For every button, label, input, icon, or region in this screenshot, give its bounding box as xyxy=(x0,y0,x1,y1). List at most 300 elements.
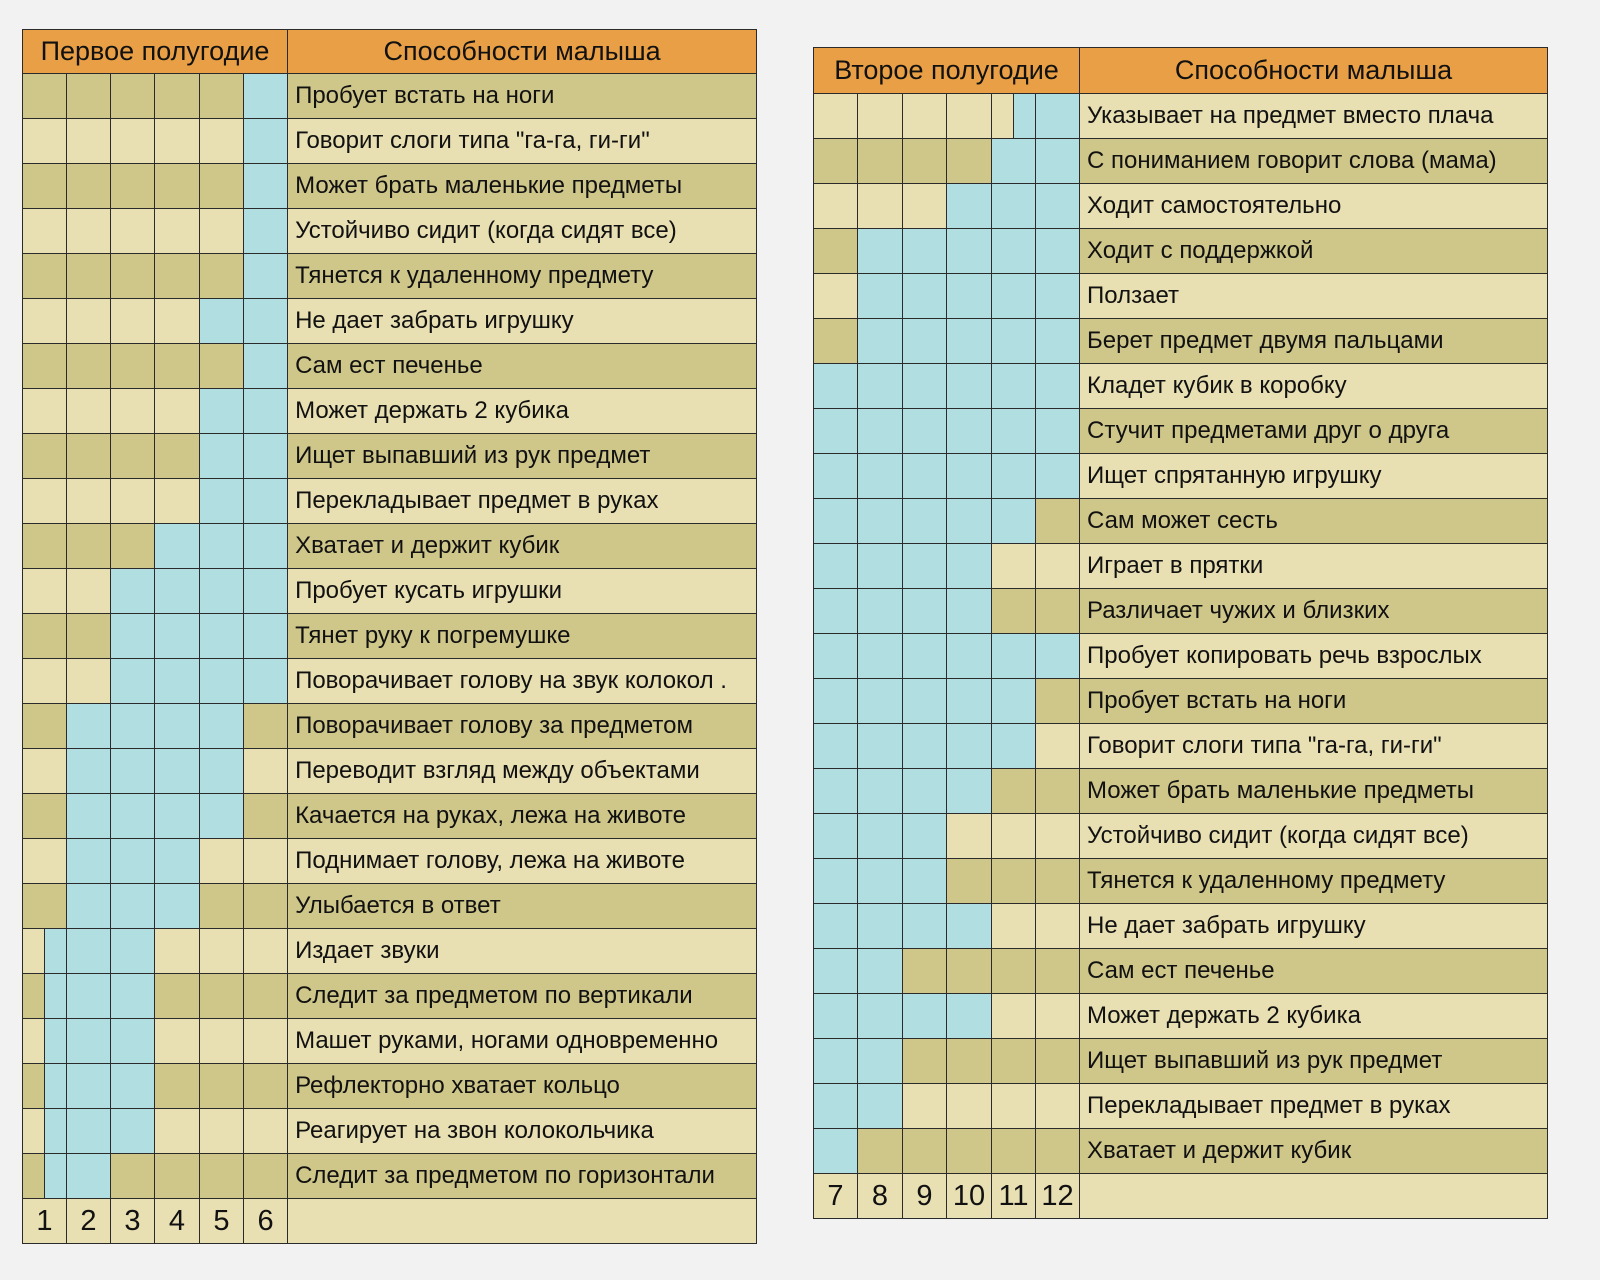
month-cell-4 xyxy=(155,974,200,1019)
month-cell-6 xyxy=(244,704,288,749)
month-number-row xyxy=(23,1199,757,1244)
skill-label: Может брать маленькие предметы xyxy=(288,164,757,209)
month-number: 6 xyxy=(244,1199,288,1244)
skill-label: Не дает забрать игрушку xyxy=(288,299,757,344)
skill-label: Реагирует на звон колокольчика xyxy=(288,1109,757,1154)
half-month-divider xyxy=(44,1154,46,1198)
month-cell-5 xyxy=(200,1064,244,1109)
month-cell-2 xyxy=(67,1154,111,1199)
milestone-row xyxy=(814,904,1548,949)
month-cell-5 xyxy=(200,659,244,704)
skill-label: Машет руками, ногами одновременно xyxy=(288,1019,757,1064)
month-cell-11 xyxy=(992,814,1036,859)
month-cell-11 xyxy=(992,409,1036,454)
month-cell-8 xyxy=(858,229,903,274)
month-cell-3 xyxy=(111,119,155,164)
month-cell-4 xyxy=(155,344,200,389)
skill-label: Ищет выпавший из рук предмет xyxy=(288,434,757,479)
month-cell-2 xyxy=(67,839,111,884)
half-month-divider xyxy=(44,1019,46,1063)
month-cell-4 xyxy=(155,1154,200,1199)
month-cell-8 xyxy=(858,319,903,364)
month-cell-1 xyxy=(23,929,67,974)
second-half-header: Второе полугодие xyxy=(814,48,1080,94)
month-cell-1 xyxy=(23,344,67,389)
skill-label: Тянется к удаленному предмету xyxy=(288,254,757,299)
month-cell-7 xyxy=(814,994,858,1039)
month-cell-6 xyxy=(244,524,288,569)
partial-fill xyxy=(45,974,67,1018)
skill-label: Пробует копировать речь взрослых xyxy=(1080,634,1548,679)
skill-label: Говорит слоги типа "га-га, ги-ги" xyxy=(1080,724,1548,769)
month-cell-10 xyxy=(947,724,992,769)
milestone-row xyxy=(23,434,757,479)
month-cell-11 xyxy=(992,454,1036,499)
month-cell-6 xyxy=(244,749,288,794)
half-month-divider xyxy=(44,974,46,1018)
month-cell-11 xyxy=(992,364,1036,409)
partial-fill xyxy=(45,1064,67,1108)
month-cell-4 xyxy=(155,254,200,299)
month-cell-1 xyxy=(23,479,67,524)
month-cell-1 xyxy=(23,524,67,569)
month-cell-10 xyxy=(947,139,992,184)
month-cell-9 xyxy=(903,859,947,904)
month-cell-6 xyxy=(244,929,288,974)
month-cell-11 xyxy=(992,589,1036,634)
month-cell-5 xyxy=(200,569,244,614)
month-cell-6 xyxy=(244,209,288,254)
month-cell-8 xyxy=(858,454,903,499)
month-cell-1 xyxy=(23,659,67,704)
month-cell-8 xyxy=(858,679,903,724)
month-cell-8 xyxy=(858,994,903,1039)
skill-label: Перекладывает предмет в руках xyxy=(1080,1084,1548,1129)
month-number: 2 xyxy=(67,1199,111,1244)
month-cell-6 xyxy=(244,344,288,389)
month-cell-6 xyxy=(244,479,288,524)
month-cell-1 xyxy=(23,389,67,434)
month-cell-5 xyxy=(200,749,244,794)
footer-blank xyxy=(288,1199,757,1244)
month-cell-8 xyxy=(858,1129,903,1174)
month-cell-2 xyxy=(67,614,111,659)
month-cell-11 xyxy=(992,274,1036,319)
month-cell-4 xyxy=(155,524,200,569)
month-cell-5 xyxy=(200,929,244,974)
month-number: 1 xyxy=(23,1199,67,1244)
month-cell-10 xyxy=(947,229,992,274)
month-cell-9 xyxy=(903,499,947,544)
month-cell-8 xyxy=(858,94,903,139)
month-cell-5 xyxy=(200,524,244,569)
milestone-row xyxy=(814,319,1548,364)
month-cell-10 xyxy=(947,184,992,229)
milestone-row xyxy=(23,1064,757,1109)
month-cell-2 xyxy=(67,569,111,614)
month-cell-2 xyxy=(67,1109,111,1154)
milestone-row xyxy=(23,209,757,254)
month-cell-12 xyxy=(1036,139,1080,184)
second-half-year-table xyxy=(813,47,1548,1219)
month-cell-5 xyxy=(200,344,244,389)
month-cell-11 xyxy=(992,94,1036,139)
skill-label: Устойчиво сидит (когда сидят все) xyxy=(288,209,757,254)
month-cell-2 xyxy=(67,164,111,209)
month-cell-10 xyxy=(947,769,992,814)
skill-label: Переводит взгляд между объектами xyxy=(288,749,757,794)
month-cell-7 xyxy=(814,949,858,994)
skill-label: Тянется к удаленному предмету xyxy=(1080,859,1548,904)
milestone-row xyxy=(814,634,1548,679)
skill-label: Указывает на предмет вместо плача xyxy=(1080,94,1548,139)
month-cell-6 xyxy=(244,794,288,839)
month-cell-10 xyxy=(947,904,992,949)
month-cell-2 xyxy=(67,1019,111,1064)
milestone-row xyxy=(23,74,757,119)
skill-label: Пробует кусать игрушки xyxy=(288,569,757,614)
milestone-row xyxy=(814,454,1548,499)
month-cell-9 xyxy=(903,634,947,679)
half-month-divider xyxy=(44,1064,46,1108)
month-cell-4 xyxy=(155,569,200,614)
month-cell-12 xyxy=(1036,409,1080,454)
milestone-row xyxy=(23,524,757,569)
month-cell-5 xyxy=(200,209,244,254)
month-cell-7 xyxy=(814,364,858,409)
skill-label: Устойчиво сидит (когда сидят все) xyxy=(1080,814,1548,859)
month-cell-8 xyxy=(858,274,903,319)
month-cell-4 xyxy=(155,164,200,209)
month-cell-9 xyxy=(903,589,947,634)
month-cell-9 xyxy=(903,1039,947,1084)
skill-label: Ищет спрятанную игрушку xyxy=(1080,454,1548,499)
month-cell-9 xyxy=(903,139,947,184)
month-cell-1 xyxy=(23,704,67,749)
month-cell-10 xyxy=(947,274,992,319)
month-cell-5 xyxy=(200,794,244,839)
skill-label: С пониманием говорит слова (мама) xyxy=(1080,139,1548,184)
month-cell-3 xyxy=(111,1154,155,1199)
month-cell-4 xyxy=(155,749,200,794)
month-cell-7 xyxy=(814,1129,858,1174)
skill-label: Ходит самостоятельно xyxy=(1080,184,1548,229)
milestone-row xyxy=(814,769,1548,814)
month-cell-8 xyxy=(858,814,903,859)
month-cell-11 xyxy=(992,1039,1036,1084)
milestone-row xyxy=(814,994,1548,1039)
month-cell-9 xyxy=(903,769,947,814)
month-cell-5 xyxy=(200,1109,244,1154)
month-cell-6 xyxy=(244,299,288,344)
month-cell-6 xyxy=(244,839,288,884)
month-cell-3 xyxy=(111,389,155,434)
month-cell-9 xyxy=(903,94,947,139)
month-cell-9 xyxy=(903,544,947,589)
milestone-row xyxy=(814,544,1548,589)
month-cell-4 xyxy=(155,884,200,929)
month-cell-11 xyxy=(992,634,1036,679)
milestone-row xyxy=(814,364,1548,409)
month-cell-12 xyxy=(1036,679,1080,724)
month-cell-4 xyxy=(155,389,200,434)
month-cell-4 xyxy=(155,1019,200,1064)
skill-label: Сам может сесть xyxy=(1080,499,1548,544)
skill-label: Следит за предметом по вертикали xyxy=(288,974,757,1019)
month-cell-12 xyxy=(1036,724,1080,769)
milestone-row xyxy=(814,499,1548,544)
skill-label: Играет в прятки xyxy=(1080,544,1548,589)
month-number: 7 xyxy=(814,1174,858,1219)
month-cell-4 xyxy=(155,839,200,884)
month-cell-3 xyxy=(111,74,155,119)
skill-label: Ходит с поддержкой xyxy=(1080,229,1548,274)
skill-label: Может держать 2 кубика xyxy=(288,389,757,434)
month-number: 10 xyxy=(947,1174,992,1219)
month-cell-6 xyxy=(244,1109,288,1154)
month-cell-7 xyxy=(814,544,858,589)
month-cell-7 xyxy=(814,589,858,634)
month-cell-3 xyxy=(111,794,155,839)
month-cell-12 xyxy=(1036,229,1080,274)
skill-label: Поворачивает голову на звук колокол . xyxy=(288,659,757,704)
skill-label: Качается на руках, лежа на животе xyxy=(288,794,757,839)
month-cell-12 xyxy=(1036,364,1080,409)
month-cell-12 xyxy=(1036,634,1080,679)
month-cell-12 xyxy=(1036,544,1080,589)
month-cell-7 xyxy=(814,454,858,499)
month-cell-12 xyxy=(1036,859,1080,904)
month-cell-1 xyxy=(23,839,67,884)
month-cell-8 xyxy=(858,499,903,544)
milestone-row xyxy=(23,659,757,704)
skill-label: Стучит предметами друг о друга xyxy=(1080,409,1548,454)
month-cell-8 xyxy=(858,589,903,634)
month-cell-2 xyxy=(67,749,111,794)
month-cell-5 xyxy=(200,479,244,524)
footer-blank xyxy=(1080,1174,1548,1219)
month-cell-10 xyxy=(947,94,992,139)
month-cell-7 xyxy=(814,634,858,679)
month-number: 3 xyxy=(111,1199,155,1244)
month-cell-1 xyxy=(23,614,67,659)
month-cell-2 xyxy=(67,479,111,524)
month-cell-3 xyxy=(111,254,155,299)
month-cell-2 xyxy=(67,704,111,749)
month-cell-1 xyxy=(23,1109,67,1154)
partial-fill xyxy=(45,929,67,973)
milestone-row xyxy=(814,814,1548,859)
month-cell-9 xyxy=(903,364,947,409)
partial-fill xyxy=(45,1019,67,1063)
month-cell-12 xyxy=(1036,274,1080,319)
month-cell-12 xyxy=(1036,949,1080,994)
month-cell-8 xyxy=(858,724,903,769)
month-cell-1 xyxy=(23,119,67,164)
skill-label: Перекладывает предмет в руках xyxy=(288,479,757,524)
month-cell-11 xyxy=(992,229,1036,274)
month-cell-3 xyxy=(111,569,155,614)
month-cell-10 xyxy=(947,544,992,589)
milestone-row xyxy=(814,949,1548,994)
month-cell-8 xyxy=(858,544,903,589)
month-cell-3 xyxy=(111,614,155,659)
month-cell-10 xyxy=(947,814,992,859)
month-cell-10 xyxy=(947,589,992,634)
partial-fill xyxy=(1014,94,1036,138)
month-cell-7 xyxy=(814,94,858,139)
month-cell-9 xyxy=(903,904,947,949)
month-cell-5 xyxy=(200,614,244,659)
skill-label: Может брать маленькие предметы xyxy=(1080,769,1548,814)
milestone-row xyxy=(814,679,1548,724)
month-cell-3 xyxy=(111,974,155,1019)
month-cell-9 xyxy=(903,994,947,1039)
month-cell-3 xyxy=(111,704,155,749)
month-cell-8 xyxy=(858,1084,903,1129)
month-cell-4 xyxy=(155,299,200,344)
month-cell-1 xyxy=(23,974,67,1019)
month-cell-6 xyxy=(244,434,288,479)
month-cell-4 xyxy=(155,1064,200,1109)
skill-label: Рефлекторно хватает кольцо xyxy=(288,1064,757,1109)
skill-label: Говорит слоги типа "га-га, ги-ги" xyxy=(288,119,757,164)
month-number: 4 xyxy=(155,1199,200,1244)
month-cell-7 xyxy=(814,904,858,949)
month-cell-3 xyxy=(111,209,155,254)
milestone-row xyxy=(814,724,1548,769)
month-number: 12 xyxy=(1036,1174,1080,1219)
month-cell-11 xyxy=(992,499,1036,544)
month-cell-10 xyxy=(947,679,992,724)
month-cell-8 xyxy=(858,634,903,679)
month-cell-2 xyxy=(67,74,111,119)
month-cell-5 xyxy=(200,299,244,344)
month-cell-4 xyxy=(155,209,200,254)
month-cell-3 xyxy=(111,929,155,974)
milestone-row xyxy=(23,749,757,794)
month-cell-3 xyxy=(111,164,155,209)
month-cell-4 xyxy=(155,794,200,839)
month-cell-2 xyxy=(67,1064,111,1109)
month-cell-3 xyxy=(111,344,155,389)
month-cell-1 xyxy=(23,749,67,794)
month-cell-9 xyxy=(903,319,947,364)
milestone-row xyxy=(814,184,1548,229)
month-cell-11 xyxy=(992,904,1036,949)
month-cell-7 xyxy=(814,679,858,724)
partial-fill xyxy=(45,1154,67,1198)
month-cell-9 xyxy=(903,274,947,319)
month-cell-5 xyxy=(200,389,244,434)
month-cell-9 xyxy=(903,949,947,994)
month-cell-6 xyxy=(244,1154,288,1199)
milestone-row xyxy=(814,229,1548,274)
month-cell-2 xyxy=(67,299,111,344)
month-cell-10 xyxy=(947,499,992,544)
month-cell-11 xyxy=(992,1084,1036,1129)
half-month-divider xyxy=(44,929,46,973)
month-cell-11 xyxy=(992,184,1036,229)
month-cell-3 xyxy=(111,524,155,569)
month-cell-9 xyxy=(903,454,947,499)
month-cell-11 xyxy=(992,544,1036,589)
month-cell-6 xyxy=(244,569,288,614)
month-cell-7 xyxy=(814,1084,858,1129)
month-cell-12 xyxy=(1036,94,1080,139)
milestone-row xyxy=(814,94,1548,139)
month-cell-7 xyxy=(814,814,858,859)
month-cell-4 xyxy=(155,659,200,704)
month-cell-2 xyxy=(67,389,111,434)
month-cell-4 xyxy=(155,434,200,479)
month-cell-7 xyxy=(814,274,858,319)
milestone-row xyxy=(814,859,1548,904)
month-cell-5 xyxy=(200,839,244,884)
month-cell-4 xyxy=(155,704,200,749)
month-cell-7 xyxy=(814,724,858,769)
month-cell-3 xyxy=(111,299,155,344)
month-cell-3 xyxy=(111,839,155,884)
month-cell-9 xyxy=(903,409,947,454)
month-cell-3 xyxy=(111,1109,155,1154)
month-cell-7 xyxy=(814,184,858,229)
milestone-row xyxy=(23,164,757,209)
month-cell-3 xyxy=(111,1064,155,1109)
skill-label: Пробует встать на ноги xyxy=(1080,679,1548,724)
month-cell-9 xyxy=(903,1084,947,1129)
month-cell-12 xyxy=(1036,589,1080,634)
month-cell-10 xyxy=(947,319,992,364)
skill-label: Сам ест печенье xyxy=(1080,949,1548,994)
skill-label: Тянет руку к погремушке xyxy=(288,614,757,659)
month-cell-2 xyxy=(67,974,111,1019)
milestone-row xyxy=(23,839,757,884)
month-cell-3 xyxy=(111,884,155,929)
milestone-row xyxy=(814,1084,1548,1129)
month-cell-4 xyxy=(155,929,200,974)
month-cell-1 xyxy=(23,299,67,344)
month-cell-7 xyxy=(814,769,858,814)
month-cell-5 xyxy=(200,1154,244,1199)
milestone-row xyxy=(814,139,1548,184)
skill-label: Хватает и держит кубик xyxy=(1080,1129,1548,1174)
month-cell-7 xyxy=(814,409,858,454)
month-cell-6 xyxy=(244,614,288,659)
month-cell-1 xyxy=(23,1154,67,1199)
month-cell-5 xyxy=(200,254,244,299)
month-cell-6 xyxy=(244,74,288,119)
month-cell-6 xyxy=(244,884,288,929)
month-cell-12 xyxy=(1036,1039,1080,1084)
milestone-row xyxy=(814,1039,1548,1084)
skill-label: Пробует встать на ноги xyxy=(288,74,757,119)
skill-label: Издает звуки xyxy=(288,929,757,974)
month-cell-1 xyxy=(23,569,67,614)
milestone-row xyxy=(23,569,757,614)
month-cell-2 xyxy=(67,119,111,164)
month-cell-8 xyxy=(858,904,903,949)
month-cell-9 xyxy=(903,1129,947,1174)
month-cell-10 xyxy=(947,1039,992,1084)
milestone-row xyxy=(23,479,757,524)
month-cell-7 xyxy=(814,859,858,904)
skill-label: Не дает забрать игрушку xyxy=(1080,904,1548,949)
month-cell-2 xyxy=(67,929,111,974)
half-month-divider xyxy=(44,1109,46,1153)
milestone-row xyxy=(23,1154,757,1199)
month-cell-12 xyxy=(1036,319,1080,364)
